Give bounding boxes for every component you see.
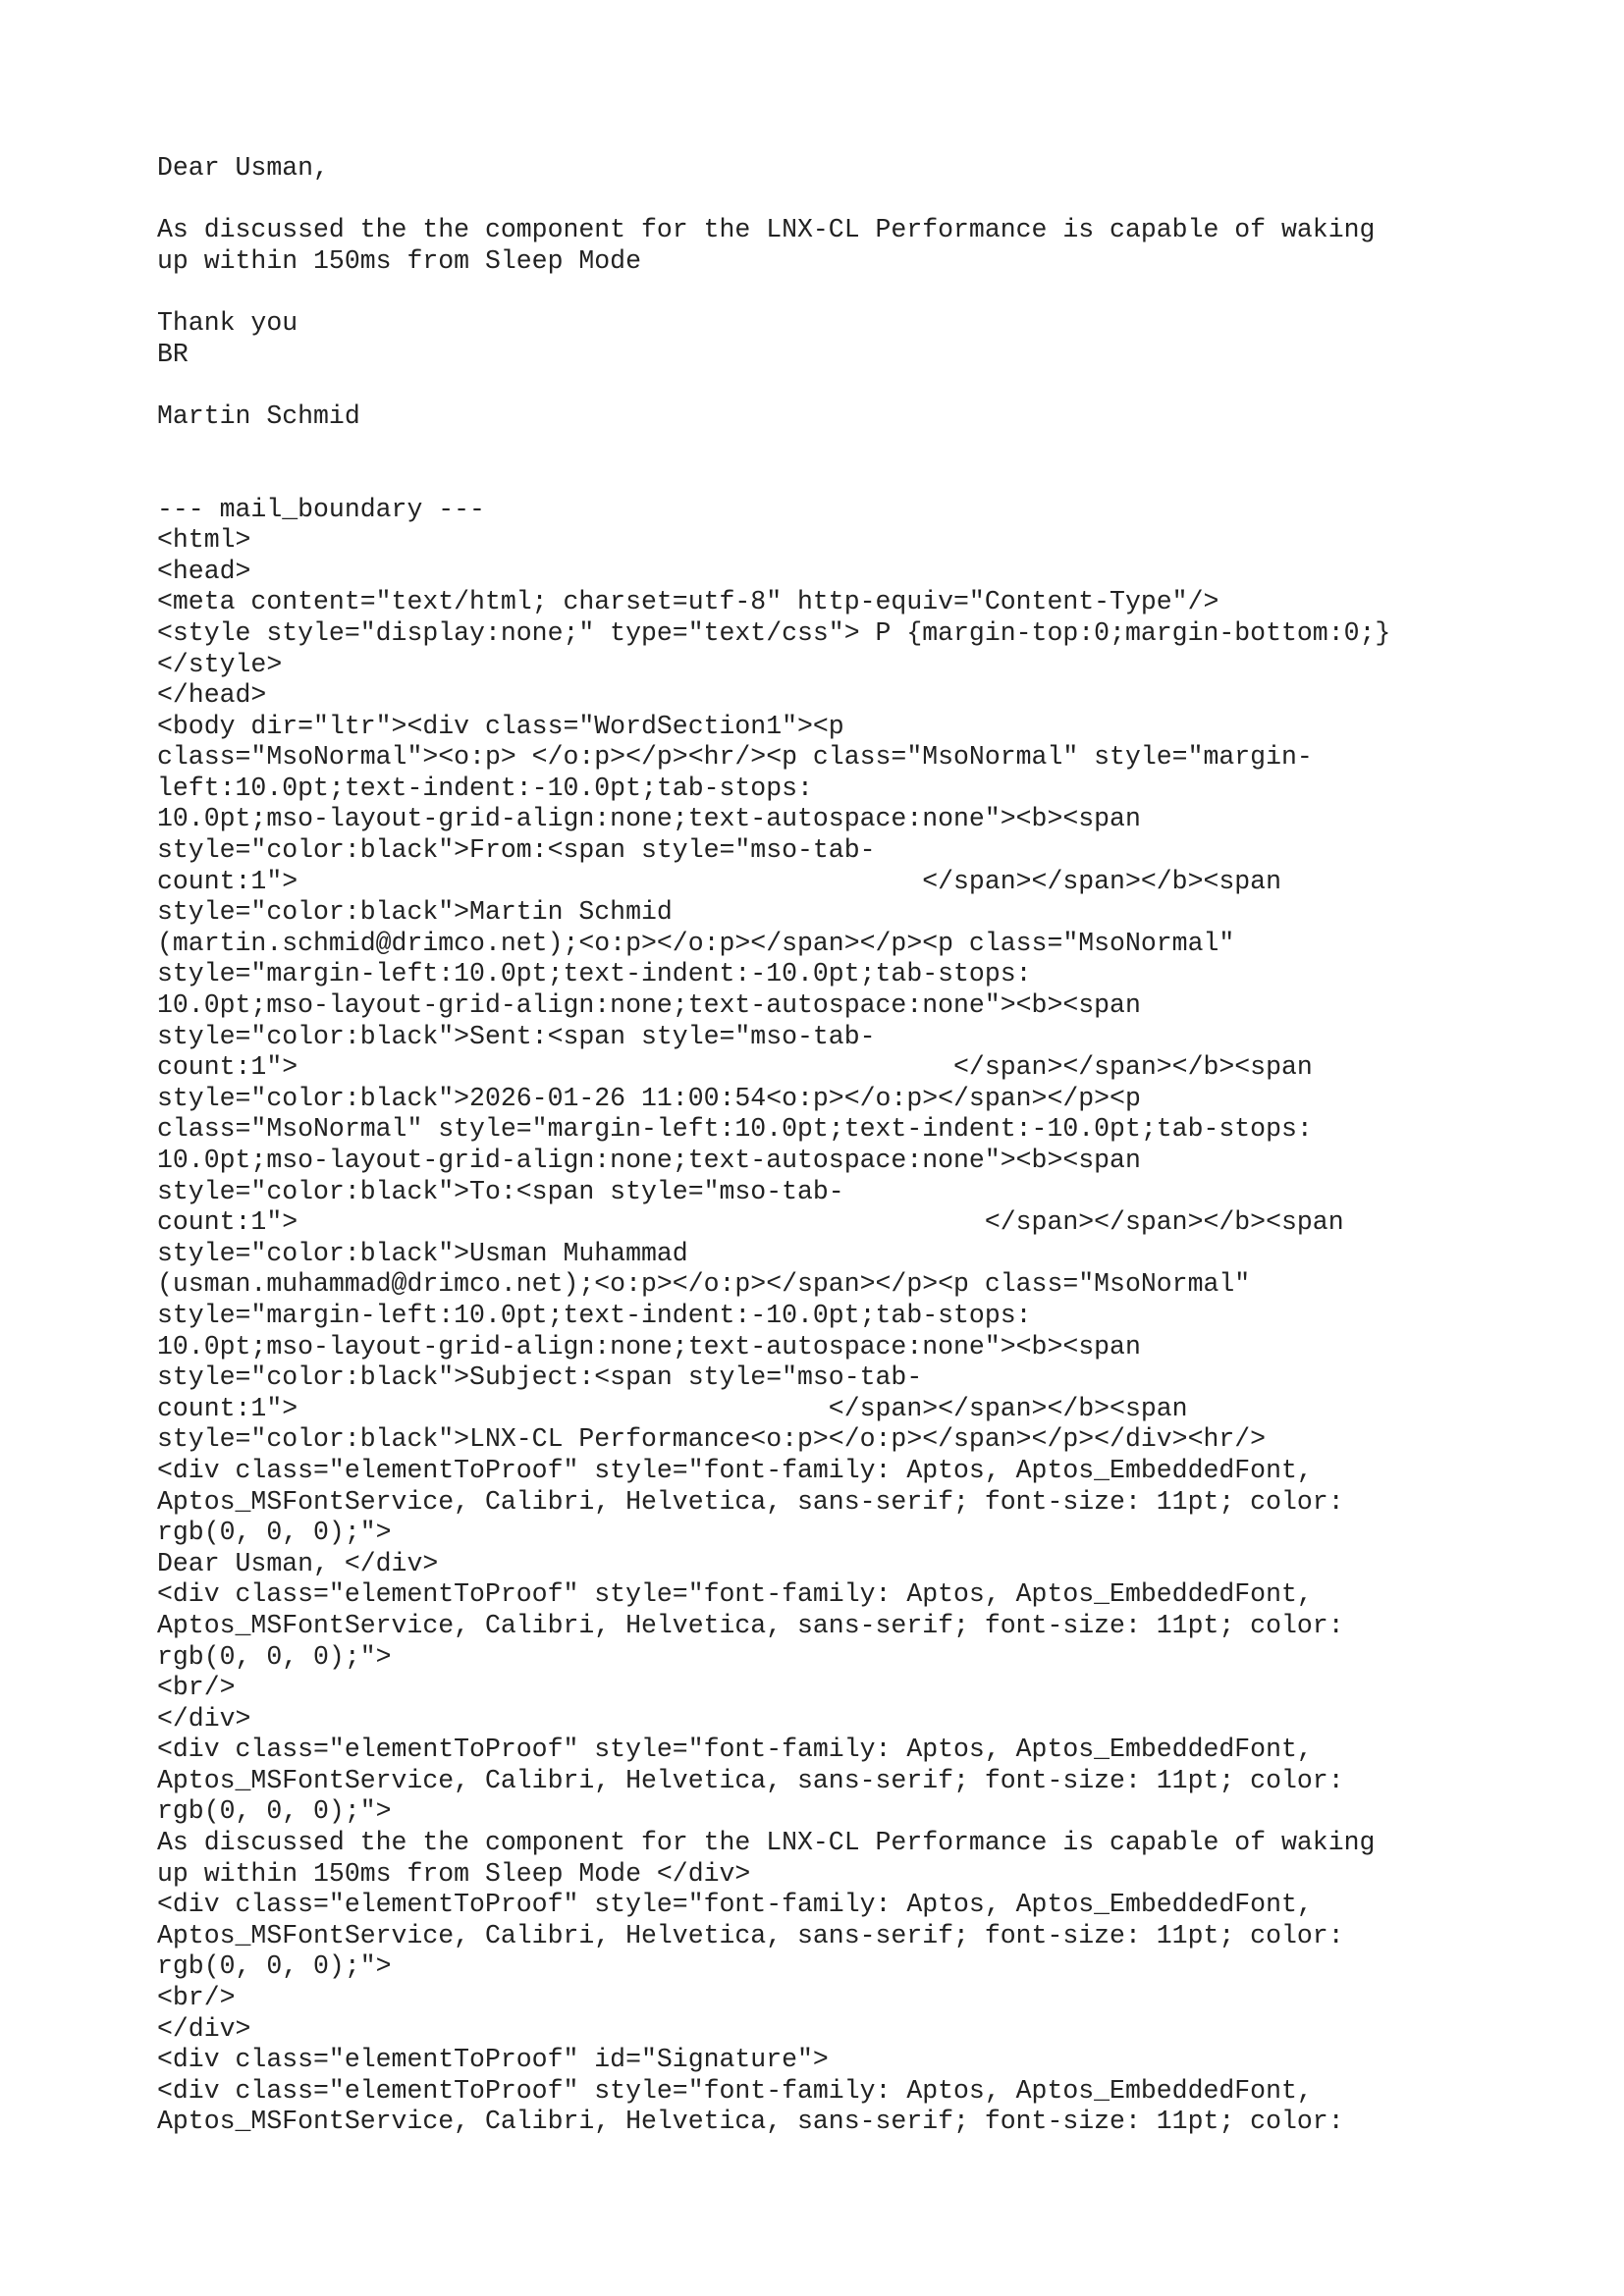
- text-line: count:1"> </span></span></b><span: [157, 1393, 1188, 1423]
- text-line: <meta content="text/html; charset=utf-8" http-equiv="Content-Type"/>: [157, 587, 1219, 617]
- text-line: style="color:black">2026-01-26 11:00:54<o:p></o:p></span></p><p: [157, 1083, 1141, 1113]
- text-line: 10.0pt;mso-layout-grid-align:none;text-autospace:none"><b><span: [157, 1331, 1141, 1362]
- text-line: As discussed the the component for the LNX-CL Performance is capable of waking: [157, 1828, 1376, 1858]
- text-line: style="color:black">From:<span style="mso-tab-: [157, 835, 876, 866]
- text-line: style="color:black">Subject:<span style="mso-tab-: [157, 1362, 923, 1393]
- text-line: Aptos_MSFontService, Calibri, Helvetica, sans-serif; font-size: 11pt; color:: [157, 2107, 1344, 2137]
- text-line: 10.0pt;mso-layout-grid-align:none;text-autospace:none"><b><span: [157, 804, 1141, 834]
- text-line: <head>: [157, 556, 251, 586]
- text-line: As discussed the the component for the LNX-CL Performance is capable of waking: [157, 215, 1376, 245]
- text-line: <div class="elementToProof" style="font-family: Aptos, Aptos_EmbeddedFont,: [157, 1890, 1313, 1920]
- text-line: style="color:black">Usman Muhammad: [157, 1238, 688, 1268]
- text-line: Aptos_MSFontService, Calibri, Helvetica, sans-serif; font-size: 11pt; color:: [157, 1486, 1344, 1517]
- text-line: Aptos_MSFontService, Calibri, Helvetica, sans-serif; font-size: 11pt; color:: [157, 1920, 1344, 1950]
- text-line: Dear Usman,: [157, 153, 329, 183]
- text-line: count:1"> </span></span></b><span: [157, 1052, 1313, 1083]
- text-line: style="margin-left:10.0pt;text-indent:-10.0pt;tab-stops:: [157, 1300, 1032, 1330]
- text-line: </div>: [157, 2013, 251, 2044]
- text-line: Dear Usman, </div>: [157, 1548, 439, 1578]
- text-line: <style style="display:none;" type="text/css"> P {margin-top:0;margin-bottom:0;}: [157, 617, 1391, 648]
- text-line: [157, 185, 1532, 216]
- text-line: <body dir="ltr"><div class="WordSection1"><p: [157, 711, 844, 741]
- text-line: Aptos_MSFontService, Calibri, Helvetica, sans-serif; font-size: 11pt; color:: [157, 1765, 1344, 1795]
- text-line: rgb(0, 0, 0);">: [157, 1951, 392, 1982]
- text-line: rgb(0, 0, 0);">: [157, 1641, 392, 1672]
- text-line: style="color:black">Sent:<span style="mso-tab-: [157, 1021, 876, 1051]
- text-line: </head>: [157, 680, 267, 711]
- text-line: style="color:black">Martin Schmid: [157, 897, 673, 928]
- text-line: count:1"> </span></span></b><span: [157, 866, 1281, 896]
- text-line: [157, 432, 1532, 463]
- text-line: [157, 370, 1532, 401]
- text-line: class="MsoNormal"><o:p> </o:p></p><hr/><p class="MsoNormal" style="margin-: [157, 742, 1313, 773]
- text-line: up within 150ms from Sleep Mode: [157, 245, 641, 276]
- text-line: [157, 277, 1532, 308]
- text-line: style="color:black">To:<span style="mso-tab-: [157, 1176, 844, 1206]
- text-line: [157, 463, 1532, 495]
- text-line: left:10.0pt;text-indent:-10.0pt;tab-stops:: [157, 773, 813, 803]
- text-line: <div class="elementToProof" style="font-family: Aptos, Aptos_EmbeddedFont,: [157, 2075, 1313, 2106]
- text-line: <div class="elementToProof" id="Signature">: [157, 2045, 829, 2075]
- text-line: <div class="elementToProof" style="font-family: Aptos, Aptos_EmbeddedFont,: [157, 1735, 1313, 1765]
- text-line: <div class="elementToProof" style="font-family: Aptos, Aptos_EmbeddedFont,: [157, 1455, 1313, 1485]
- text-line: Thank you: [157, 307, 298, 338]
- text-line: Aptos_MSFontService, Calibri, Helvetica, sans-serif; font-size: 11pt; color:: [157, 1610, 1344, 1640]
- email-text-body: [157, 153, 1532, 2138]
- text-line: up within 150ms from Sleep Mode </div>: [157, 1858, 751, 1889]
- text-line: rgb(0, 0, 0);">: [157, 1518, 392, 1548]
- text-line: </div>: [157, 1703, 251, 1734]
- text-line: <html>: [157, 525, 251, 556]
- text-line: (usman.muhammad@drimco.net);<o:p></o:p></span></p><p class="MsoNormal": [157, 1269, 1251, 1300]
- text-line: style="color:black">LNX-CL Performance<o:p></o:p></span></p></div><hr/>: [157, 1424, 1267, 1455]
- text-line: rgb(0, 0, 0);">: [157, 1796, 392, 1827]
- text-line: BR: [157, 339, 189, 369]
- text-line: Martin Schmid: [157, 400, 360, 431]
- text-line: <div class="elementToProof" style="font-family: Aptos, Aptos_EmbeddedFont,: [157, 1579, 1313, 1610]
- text-line: 10.0pt;mso-layout-grid-align:none;text-autospace:none"><b><span: [157, 1146, 1141, 1175]
- text-line: --- mail_boundary ---: [157, 494, 485, 524]
- text-line: </style>: [157, 649, 283, 679]
- text-line: <br/>: [157, 1673, 236, 1703]
- text-line: <br/>: [157, 1983, 236, 2013]
- text-line: (martin.schmid@drimco.net);<o:p></o:p></span></p><p class="MsoNormal": [157, 928, 1235, 958]
- text-line: 10.0pt;mso-layout-grid-align:none;text-autospace:none"><b><span: [157, 990, 1141, 1021]
- text-line: class="MsoNormal" style="margin-left:10.0pt;text-indent:-10.0pt;tab-stops:: [157, 1114, 1313, 1145]
- text-line: count:1"> </span></span></b><span: [157, 1207, 1344, 1238]
- text-line: style="margin-left:10.0pt;text-indent:-10.0pt;tab-stops:: [157, 959, 1032, 989]
